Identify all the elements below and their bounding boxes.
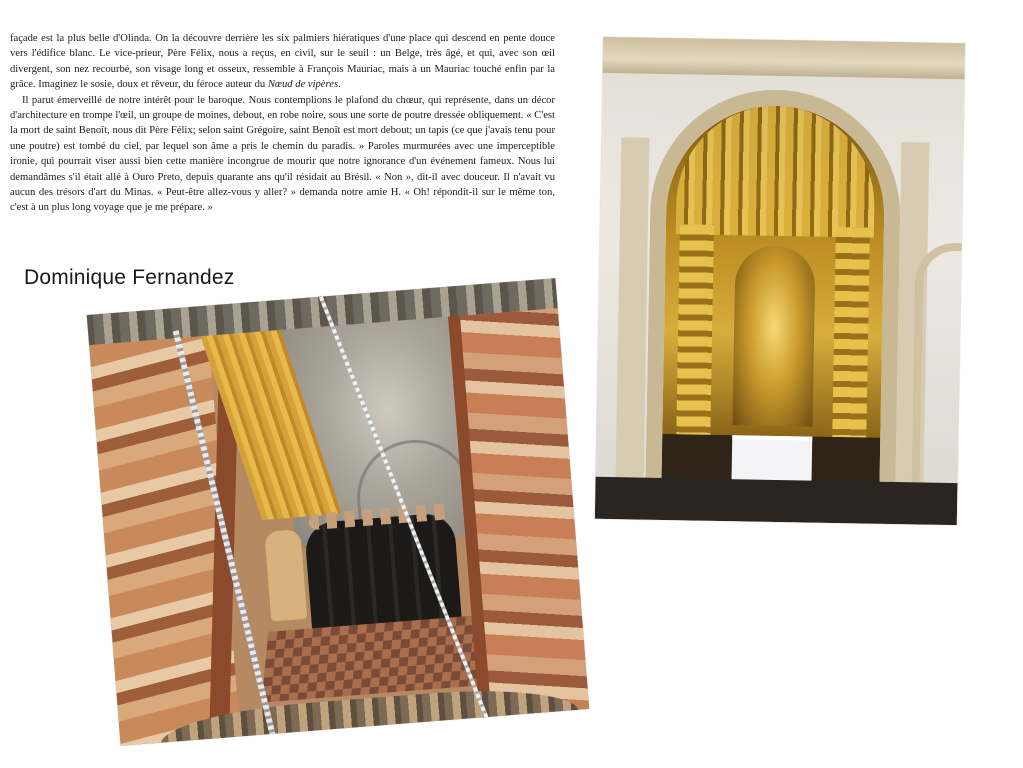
- paragraph-1-text: façade est la plus belle d'Olinda. On la découvre derrière les six palmiers hiératiques d'une place qui descend en pente douce vers l'édifice blanc. Le vice-prieur, Père Félix, nous a reçus, en civil, sur le seuil : un Belge, très âgé, et qui, avec son œil divergent, son nez recourbé, son visage long et osseux, ressemble à François Mauriac, mais à un Mauriac touché enfin par la grâce. Imaginez le sosie, doux et rêveur, du féroce auteur du: [10, 33, 555, 91]
- paragraph-1-end: .: [338, 79, 341, 91]
- floor-step: [595, 477, 958, 525]
- side-arch: [911, 242, 965, 511]
- saint-figure: [264, 529, 307, 622]
- paragraph-1: [10, 31, 555, 93]
- article-text: [10, 31, 555, 216]
- paragraph-2-text: Il parut émerveillé de notre intérêt pour le baroque. Nous contemplions le plafond du chœur, qui représente, dans un décor d'architecture en trompe l'œil, un groupe de moines, debout, en robe noire, sous une sorte de poutre dressée obliquement. « C'est la mort de saint Benoît, nous dit Père Félix; selon saint Grégoire, saint Benoît est mort debout; un tapis (ce que j'avais tenu pour une poutre) est tombé du ciel, par lequel son âme a pris le chemin du paradis. » Paroles murmurées avec une imperceptible ironie, qui pourrait viser aussi bien cette manière incongrue de mourir que notre ignorance d'un événement fameux. Nous lui demandâmes s'il était allé à Ouro Preto, depuis quarante ans qu'il résidait au Brésil. « Non », dit-il avec douceur. Il n'avait vu aucun des trésors d'art du Minas. « Peut-être allez-vous y aller? » demanda notre amie H. « Oh! répondit-il sur le même ton, c'est à un plus long voyage que je me prépare. »: [10, 94, 555, 214]
- church-altar-photo: [595, 37, 965, 525]
- chancel-arch: [645, 88, 902, 522]
- monks-group: [304, 512, 462, 633]
- author-name: Dominique Fernandez: [24, 266, 235, 289]
- entablature: [603, 37, 966, 79]
- paragraph-2: [10, 93, 555, 216]
- book-title: Nœud de vipères: [267, 79, 339, 91]
- ceiling-fresco-photo: [87, 278, 589, 746]
